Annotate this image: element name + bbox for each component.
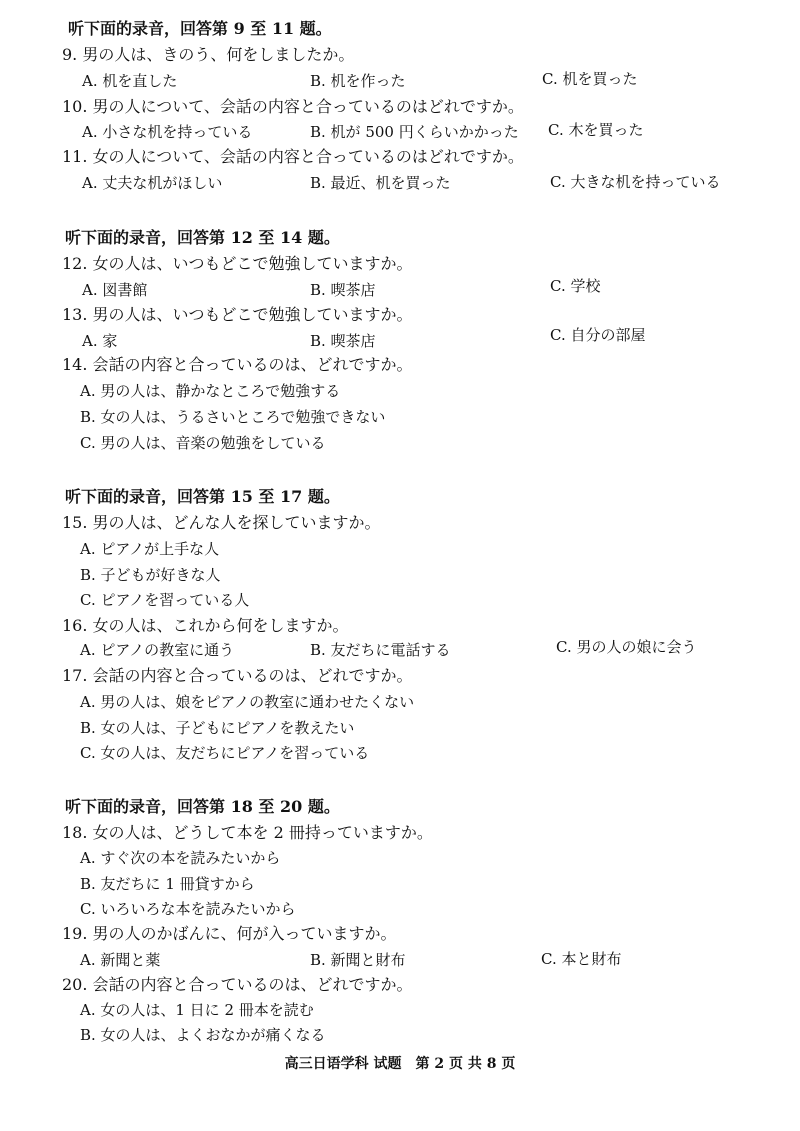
question-stem: 9. 男の人は、きのう、何をしましたか。 xyxy=(62,45,355,64)
page-footer: 高三日语学科 试题 第 2 页 共 8 页 xyxy=(284,1056,516,1072)
option-b: B. 女の人は、子どもにピアノを教えたい xyxy=(80,719,355,737)
option-c: C. 木を買った xyxy=(548,121,644,139)
option-a: A. 女の人は、1 日に 2 冊本を読む xyxy=(80,1001,314,1019)
question-stem: 16. 女の人は、これから何をしますか。 xyxy=(62,616,349,635)
option-a: A. 小さな机を持っている xyxy=(82,123,253,141)
section-heading: 听下面的录音，回答第 12 至 14 题。 xyxy=(65,228,340,247)
section-heading: 听下面的录音，回答第 9 至 11 题。 xyxy=(68,19,332,38)
option-b: B. 机を作った xyxy=(310,72,406,90)
option-c: C. 大きな机を持っている xyxy=(550,173,721,191)
option-a: A. ピアノの教室に通う xyxy=(80,641,235,659)
option-b: B. 友だちに電話する xyxy=(310,641,451,659)
question-stem: 11. 女の人について、会話の内容と合っているのはどれですか。 xyxy=(62,147,524,166)
option-b: B. 友だちに 1 冊貸すから xyxy=(80,875,255,893)
option-b: B. 女の人は、うるさいところで勉強できない xyxy=(80,408,386,426)
option-c: C. 男の人は、音楽の勉強をしている xyxy=(80,434,326,452)
option-b: B. 机が 500 円くらいかかった xyxy=(310,123,519,141)
option-a: A. 家 xyxy=(82,332,118,350)
option-a: A. 男の人は、静かなところで勉強する xyxy=(80,382,341,400)
question-stem: 18. 女の人は、どうして本を 2 冊持っていますか。 xyxy=(62,823,433,842)
option-c: C. 机を買った xyxy=(542,70,638,88)
question-stem: 10. 男の人について、会話の内容と合っているのはどれですか。 xyxy=(62,97,524,116)
question-stem: 14. 会話の内容と合っているのは、どれですか。 xyxy=(62,355,413,374)
option-a: A. 新聞と薬 xyxy=(80,951,161,969)
option-a: A. 図書館 xyxy=(82,281,148,299)
option-a: A. 男の人は、娘をピアノの教室に通わせたくない xyxy=(80,693,415,711)
option-b: B. 新聞と財布 xyxy=(310,951,406,969)
option-b: B. 喫茶店 xyxy=(310,281,376,299)
option-a: A. すぐ次の本を読みたいから xyxy=(80,849,281,867)
section-heading: 听下面的录音，回答第 15 至 17 题。 xyxy=(65,487,340,506)
option-c: C. 本と財布 xyxy=(541,950,622,968)
question-stem: 19. 男の人のかばんに、何が入っていますか。 xyxy=(62,924,397,943)
option-b: B. 子どもが好きな人 xyxy=(80,566,221,584)
option-c: C. ピアノを習っている人 xyxy=(80,591,250,609)
question-stem: 12. 女の人は、いつもどこで勉強していますか。 xyxy=(62,254,413,273)
option-a: A. 丈夫な机がほしい xyxy=(82,174,223,192)
question-stem: 17. 会話の内容と合っているのは、どれですか。 xyxy=(62,666,413,685)
option-c: C. 学校 xyxy=(550,277,601,295)
option-c: C. 男の人の娘に会う xyxy=(556,638,697,656)
option-b: B. 女の人は、よくおなかが痛くなる xyxy=(80,1026,326,1044)
question-stem: 20. 会話の内容と合っているのは、どれですか。 xyxy=(62,975,413,994)
option-c: C. 女の人は、友だちにピアノを習っている xyxy=(80,744,370,762)
option-b: B. 最近、机を買った xyxy=(310,174,451,192)
option-c: C. 自分の部屋 xyxy=(550,326,646,344)
option-c: C. いろいろな本を読みたいから xyxy=(80,900,296,918)
option-a: A. 机を直した xyxy=(82,72,178,90)
option-b: B. 喫茶店 xyxy=(310,332,376,350)
option-a: A. ピアノが上手な人 xyxy=(80,540,220,558)
question-stem: 15. 男の人は、どんな人を探していますか。 xyxy=(62,513,381,532)
section-heading: 听下面的录音，回答第 18 至 20 题。 xyxy=(65,797,340,816)
question-stem: 13. 男の人は、いつもどこで勉強していますか。 xyxy=(62,305,413,324)
